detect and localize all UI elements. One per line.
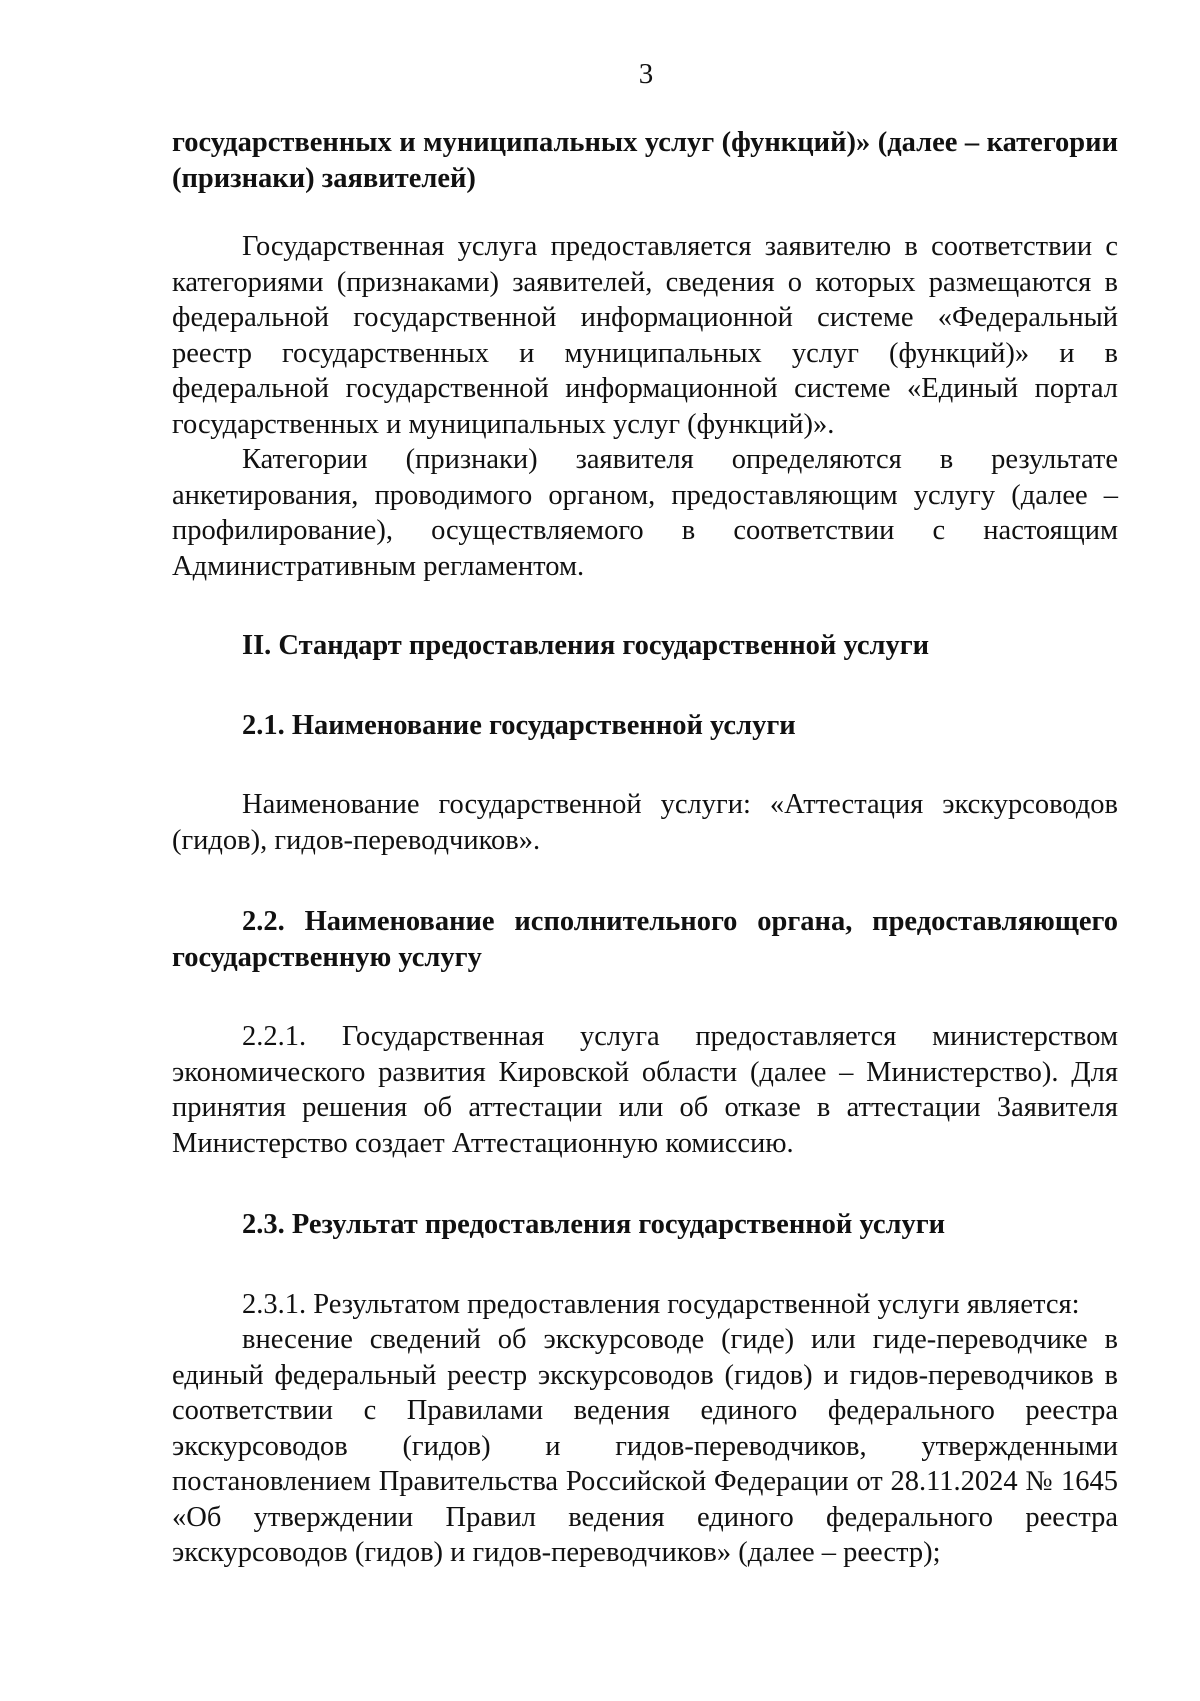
spacer <box>172 584 1118 628</box>
paragraph-applicant-categories: Категории (признаки) заявителя определяются в результате анкетирования, проводимого органом, предоставляющим услугу (далее – профилирование), осуществляемого в соответствии с настоящим Административным регламентом. <box>172 444 1118 582</box>
spacer <box>172 743 1118 787</box>
paragraph-result-registry: внесение сведений об экскурсоводе (гиде) или гиде-переводчике в единый федеральный реестр экскурсоводов (гидов) и гидов-переводчиков в соответствии с Правилами ведения единого федерального реестра экскурсоводов (гидов) и гидов-переводчиков, утвержденными постановлением Правительства Российской Федерации от 28.11.2024 № 1645 «Об утверждении Правил ведения единого федерального реестра экскурсоводов (гидов) и гидов-переводчиков» (далее – реестр); <box>172 1324 1118 1568</box>
paragraph-service-name: Наименование государственной услуги: «Аттестация экскурсоводов (гидов), гидов-переводчиков». <box>172 789 1118 856</box>
heading-continuation: государственных и муниципальных услуг (функций)» (далее – категории (признаки) заявителей) <box>172 127 1118 194</box>
spacer <box>172 975 1118 1019</box>
spacer <box>172 1161 1118 1207</box>
spacer <box>172 196 1118 229</box>
paragraph-ministry: 2.2.1. Государственная услуга предоставляется министерством экономического развития Кировской области (далее – Министерство). Для принятия решения об аттестации или об отказе в аттестации Заявителя Министерство создает Аттестационную комиссию. <box>172 1021 1118 1159</box>
paragraph-service-provision: Государственная услуга предоставляется заявителю в соответствии с категориями (признаками) заявителей, сведения о которых размещаются в федеральной государственной информационной системе «Федеральный реестр государственных и муниципальных услуг (функций)» и в федеральной государственной информационной системе «Единый портал государственных и муниципальных услуг (функций)». <box>172 231 1118 440</box>
section-heading-standard: II. Стандарт предоставления государственной услуги <box>242 630 930 661</box>
section-heading-2-3: 2.3. Результат предоставления государственной услуги <box>242 1209 946 1240</box>
section-heading-2-2: 2.2. Наименование исполнительного органа, предоставляющего государственную услугу <box>172 906 1118 973</box>
spacer <box>172 858 1118 904</box>
section-heading-2-1: 2.1. Наименование государственной услуги <box>242 709 796 741</box>
spacer <box>172 1243 1118 1287</box>
page-number: 3 <box>638 58 654 90</box>
spacer <box>172 664 1118 708</box>
document-body <box>172 125 1118 1571</box>
paragraph-result-intro: 2.3.1. Результатом предоставления государственной услуги является: <box>242 1288 1080 1320</box>
